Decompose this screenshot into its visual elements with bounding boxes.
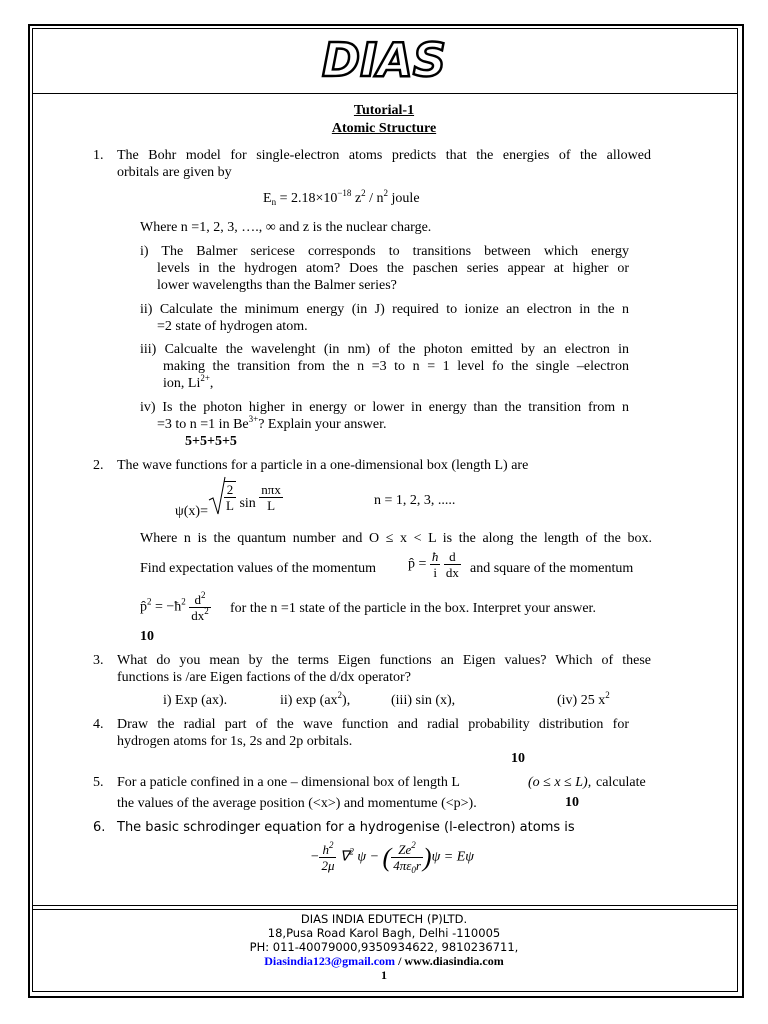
logo-text: DIAS (321, 34, 447, 84)
q5-marks: 10 (565, 795, 579, 810)
q1-text-line2: orbitals are given by (117, 165, 232, 180)
q1-marks: 5+5+5+5 (185, 434, 237, 449)
q5-text-range: (o ≤ x ≤ L), (528, 775, 592, 790)
q4-number: 4. (93, 717, 104, 732)
header-divider (32, 93, 738, 94)
q5-text-line2: the values of the average position (<x>) and momentume (<p>). (117, 796, 477, 811)
q4-text-line1: Draw the radial part of the wave function and radial probability distribution for (117, 717, 629, 732)
q4-text-line2: hydrogen atoms for 1s, 2s and 2p orbitals. (117, 734, 353, 749)
q2-number: 2. (93, 458, 104, 473)
q3-option-4: (iv) 25 $x^2$ (557, 690, 610, 708)
q1-part-iv-line2: =3 to n =1 in $Be^{3+}$? Explain your answer. (157, 414, 387, 432)
q3-text-line1: What do you mean by the terms Eigen functions an Eigen values? Which of these (117, 653, 651, 668)
q1-number: 1. (93, 148, 104, 163)
footer-company: DIAS INDIA EDUTECH (P)LTD. (300, 912, 468, 926)
q2-where-text: Where n is the quantum number and O ≤ x < L is the along the length of the box. (140, 531, 652, 546)
footer-website[interactable]: www.diasindia.com (404, 954, 504, 968)
q1-energy-formula: $E_n = 2.18\times 10^{-18}$ $z^2 / n^2$ joule (263, 188, 420, 207)
q5-text-line1a: For a paticle confined in a one – dimensional box of length L (117, 775, 460, 790)
q1-part-i-line1: i) The Balmer sericese corresponds to transitions between which energy (140, 244, 629, 259)
footer-separator: / (395, 954, 405, 968)
q2-p2-tail: for the n =1 state of the particle in the box. Interpret your answer. (230, 601, 596, 616)
q6-text-line1: The basic schrodinger equation for a hydrogenise (l-electron) atoms is (117, 820, 575, 835)
q1-part-i-line2: levels in the hydrogen atom? Does the paschen series appear at higher or (157, 261, 629, 276)
topic-title: Atomic Structure (331, 121, 437, 136)
q2-momentum-squared: p̂$^2$ = $-ħ^2$ $\frac{d^2}{dx^2}$ (140, 590, 209, 623)
footer-contact (0, 954, 768, 968)
q3-number: 3. (93, 653, 104, 668)
q6-schrodinger-equation: − $\frac{h^2}{2\mu}$ ∇$^2$ ψ − ( $\frac{Ze^2}{4\pi\varepsilon_0r}$ )ψ = Eψ (310, 840, 474, 875)
footer-divider-1 (32, 905, 738, 906)
q6-number: 6. (93, 820, 106, 835)
q1-part-ii-line2: =2 state of hydrogen atom. (157, 319, 308, 334)
q2-text-line1: The wave functions for a particle in a one-dimensional box (length L) are (117, 458, 529, 473)
footer-email-link[interactable]: Diasindia123@gmail.com (264, 954, 396, 968)
q2-wave-function: ψ(x)= $\frac{2}{L}$ sin $\frac{\text{nπx}}{L}$ (175, 482, 283, 524)
q2-find-text: Find expectation values of the momentum (140, 561, 377, 576)
q1-text-line1: The Bohr model for single-electron atoms predicts that the energies of the allowed (117, 148, 651, 163)
footer-divider-2 (32, 909, 738, 910)
q5-number: 5. (93, 775, 104, 790)
q2-find-text-2: and square of the momentum (470, 561, 634, 576)
dias-logo (0, 34, 768, 89)
q1-part-iii-line1: iii) Calcualte the wavelenght (in nm) of the photon emitted by an electron in (140, 342, 629, 357)
q1-part-iv-line1: iv) Is the photon higher in energy or lower in energy than the transition from n (140, 400, 629, 415)
page-number: 1 (381, 968, 387, 982)
q5-text-line1c: calculate (596, 775, 646, 790)
q4-marks: 10 (511, 751, 525, 766)
q1-part-iii-line2: making the transition from the n =3 to n = 1 level fo the single –electron (163, 359, 629, 374)
q2-n-values: n = 1, 2, 3, ..... (374, 493, 456, 508)
footer-phone: PH: 011-40079000,9350934622, 9810236711, (249, 940, 519, 954)
q1-part-ii-line1: ii) Calculate the minimum energy (in J) required to ionize an electron in the n (140, 302, 629, 317)
tutorial-title: Tutorial-1 (353, 103, 415, 118)
q3-text-line2: functions is /are Eigen factions of the d/dx operator? (117, 670, 411, 685)
q3-option-1: i) Exp (ax). (163, 693, 228, 708)
q3-option-3: (iii) sin (x), (391, 693, 456, 708)
q1-part-i-line3: lower wavelengths than the Balmer series? (157, 278, 397, 293)
q1-part-iii-line3: ion, $Li^{2+}$, (163, 373, 214, 391)
footer-address: 18,Pusa Road Karol Bagh, Delhi -110005 (267, 926, 501, 940)
q1-where-text: Where n =1, 2, 3, …., ∞ and z is the nuclear charge. (140, 220, 432, 235)
q2-momentum-operator: p̂ = $\frac{ħ}{i}$ $\frac{d}{dx}$ (408, 549, 459, 580)
q3-option-2: ii) $\exp (ax^2)$, (280, 690, 351, 708)
q2-marks: 10 (140, 629, 154, 644)
